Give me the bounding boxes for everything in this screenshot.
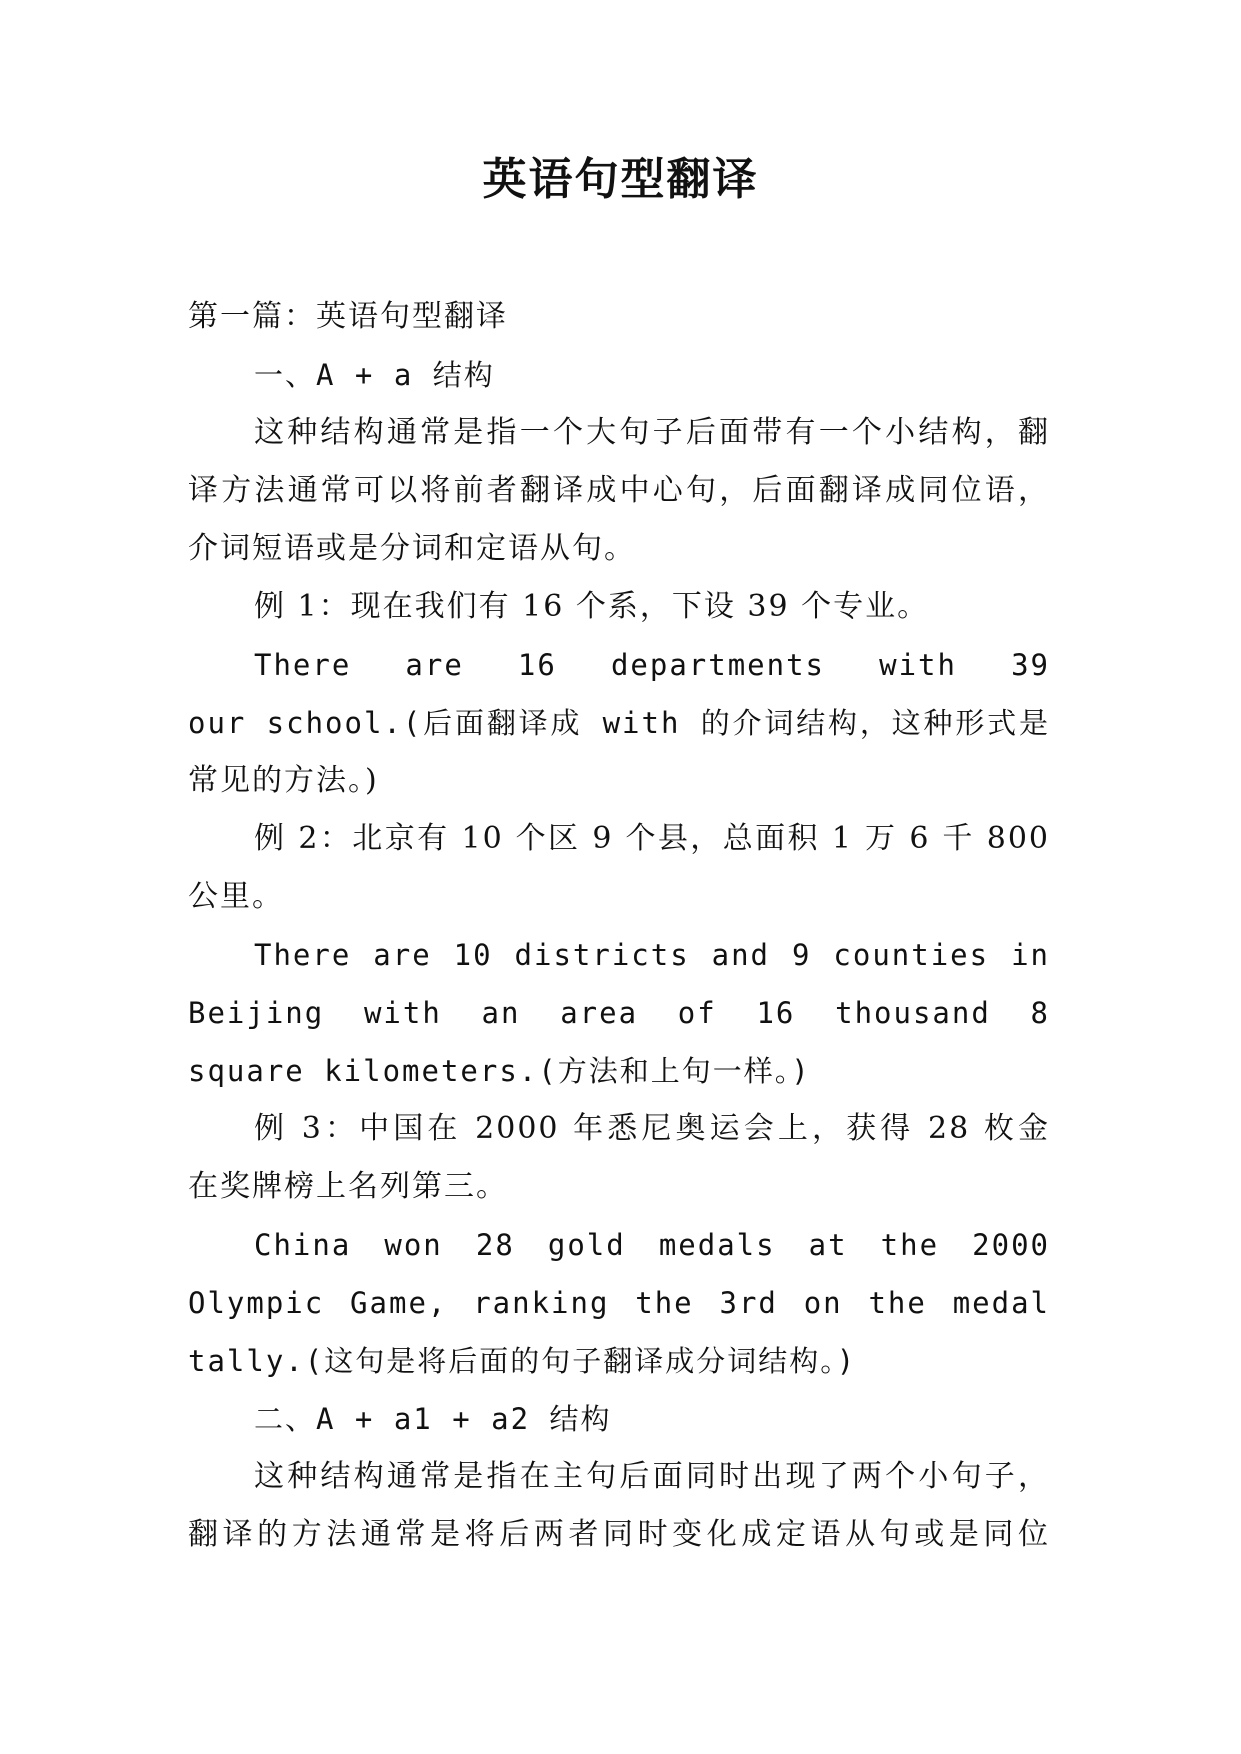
paragraph-line: 常见的方法。) [188,763,379,798]
english-line: Beijing with an area of 16 thousand 8 [188,996,1050,1030]
example-2: 例 2：北京有 10 个区 9 个县，总面积 1 万 6 千 800 [254,821,1050,856]
paragraph-line: 译方法通常可以将前者翻译成中心句，后面翻译成同位语， [188,473,1050,508]
document-body [188,288,1050,1564]
subsection-heading-2: 二、A + a1 + a2 结构 [254,1402,612,1436]
section-heading: 第一篇：英语句型翻译 [188,299,508,334]
paragraph-line: 这种结构通常是指一个大句子后面带有一个小结构，翻 [254,415,1050,450]
english-line: square kilometers.(方法和上句一样。) [188,1054,811,1088]
paragraph-line: 公里。 [188,879,284,914]
english-line: China won 28 gold medals at the 2000 [254,1228,1050,1262]
english-line: There are 10 districts and 9 counties in [254,938,1050,972]
paragraph-line: 这种结构通常是指在主句后面同时出现了两个小句子， [254,1459,1050,1494]
paragraph-line: 在奖牌榜上名列第三。 [188,1169,508,1204]
english-line: Olympic Game, ranking the 3rd on the medal [188,1286,1050,1320]
paragraph-line: 翻译的方法通常是将后两者同时变化成定语从句或是同位 [188,1517,1050,1552]
english-line: tally.(这句是将后面的句子翻译成分词结构。) [188,1344,857,1378]
paragraph-line: 介词短语或是分词和定语从句。 [188,531,636,566]
english-line: There are 16 departments with 39 [254,648,1050,682]
example-3: 例 3：中国在 2000 年悉尼奥运会上，获得 28 枚金 [254,1111,1050,1146]
document-title: 英语句型翻译 [482,154,759,205]
english-line: our school.(后面翻译成 with 的介词结构，这种形式是 [188,706,1050,740]
subsection-heading-1: 一、A + a 结构 [254,358,495,392]
example-1: 例 1：现在我们有 16 个系，下设 39 个专业。 [254,589,930,624]
